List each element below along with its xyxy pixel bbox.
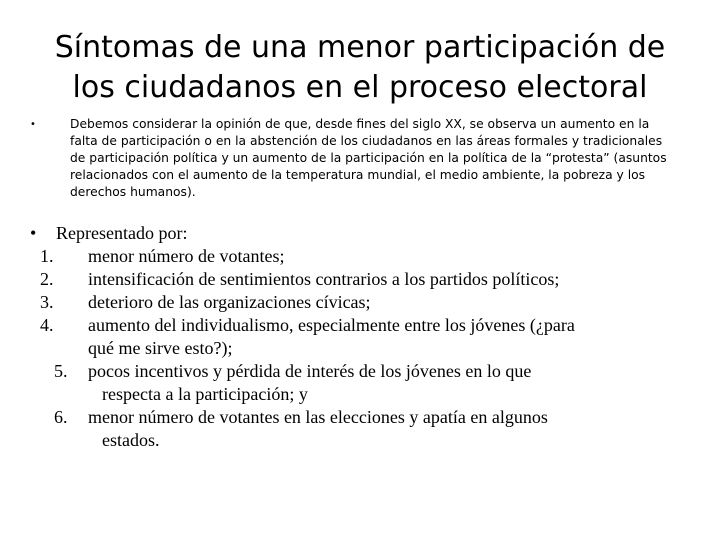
intro-paragraph: Debemos considerar la opinión de que, desde fines del siglo XX, se observa un aumento en la falta de participación o en la abstención de los ciudadanos en las áreas formales y tradicionales de participación política y un aumento de la participación en la política de la “protesta” (asuntos relacionados con el aumento de la temperatura mundial, el medio ambiente, la pobreza y los derechos humanos). [70,117,667,199]
symptom-list [30,245,690,452]
list-item-number: 6. [54,407,68,427]
intro-paragraph-block [30,116,680,201]
list-item-text: pocos incentivos y pérdida de interés de los jóvenes en lo que [88,361,532,381]
list-item [30,314,690,360]
list-item-text: deterioro de las organizaciones cívicas; [88,292,371,312]
list-item [30,291,690,314]
list-item-number: 1. [40,246,54,266]
list-item [30,360,690,406]
list-item-number: 3. [40,292,54,312]
list-item-continuation: respecta a la participación; y [102,384,308,404]
list-item-continuation: qué me sirve esto?); [88,338,233,358]
list-item-text: aumento del individualismo, especialmente entre los jóvenes (¿para [88,315,575,335]
list-item-text: menor número de votantes; [88,246,285,266]
slide-title: Síntomas de una menor participación de los ciudadanos en el proceso electoral [54,30,666,105]
list-item [30,245,690,268]
list-item-text: menor número de votantes en las elecciones y apatía en algunos [88,407,548,427]
list-item-text: intensificación de sentimientos contrarios a los partidos políticos; [88,269,560,289]
list-item-number: 4. [40,315,54,335]
represented-block [30,222,690,452]
list-item-number: 5. [54,361,68,381]
list-item-number: 2. [40,269,54,289]
list-item [30,268,690,291]
list-item-continuation: estados. [102,430,160,450]
bullet-icon: • [30,223,37,243]
represented-label: Representado por: [56,223,188,243]
list-item [30,406,690,452]
bullet-icon: • [30,119,36,130]
